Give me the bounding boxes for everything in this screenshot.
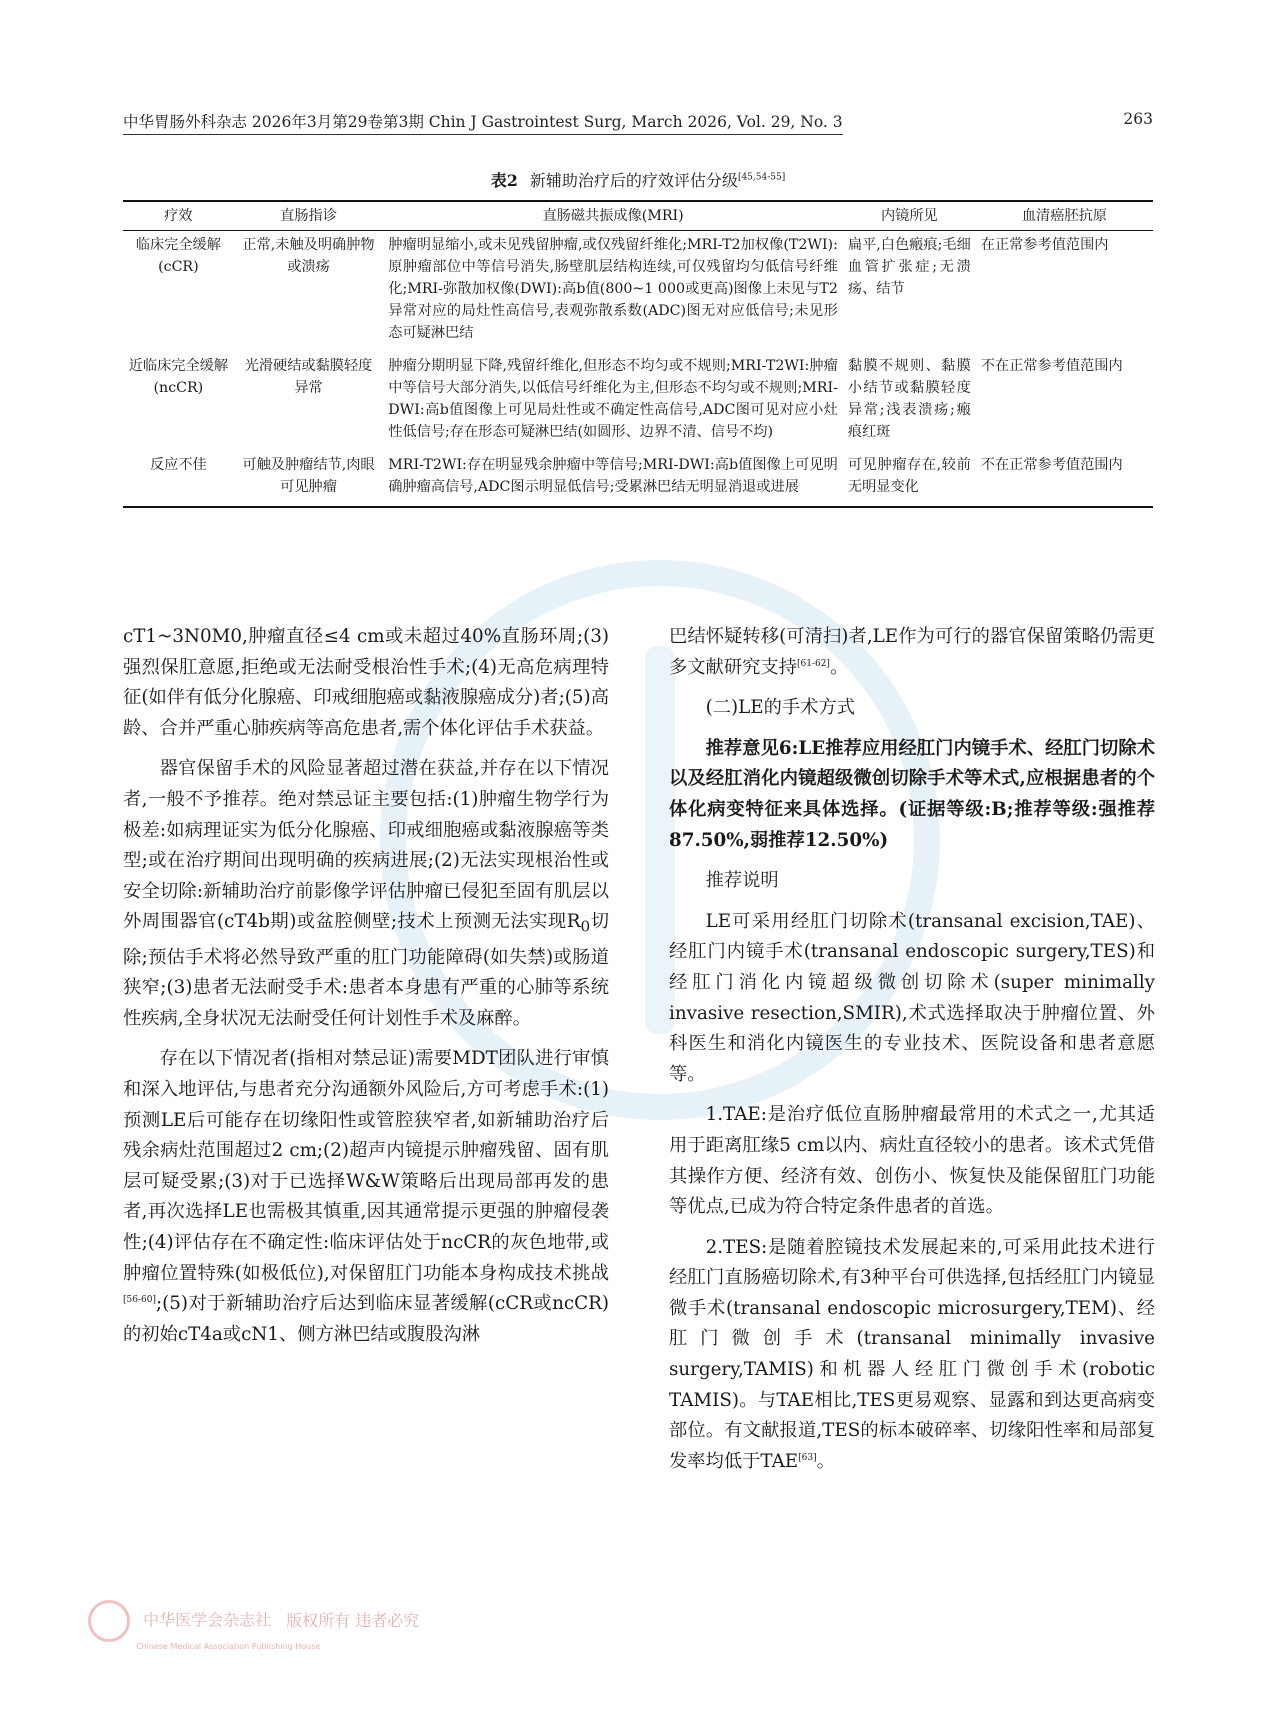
response-grading-table — [123, 200, 1153, 508]
paragraph-text: 。 — [829, 656, 849, 678]
table-row — [123, 451, 1153, 507]
cell-cea: 不在正常参考值范围内 — [976, 451, 1153, 507]
paragraph: cT1~3N0M0,肿瘤直径≤4 cm或未超过40%直肠环周;(3)强烈保肛意愿,拒绝或无法耐受根治性手术;(4)无高危病理特征(如伴有低分化腺癌、印戒细胞癌或黏液腺癌成分)者;(5)高龄、合并严重心肺疾病等高危患者,需个体化评估手术获益。 — [123, 626, 609, 739]
cell-response: 临床完全缓解(cCR) — [135, 237, 221, 275]
cell-cea: 在正常参考值范围内 — [980, 237, 1109, 253]
cell-endoscopy: 可见肿瘤存在,较前无明显变化 — [843, 451, 976, 507]
journal-citation: 中华胃肠外科杂志 2026年3月第29卷第3期 Chin J Gastrointest Surg, March 2026, Vol. 29, No. 3 — [123, 110, 843, 135]
paragraph — [669, 622, 1155, 683]
paragraph-text: 2.TES:是随着腔镜技术发展起来的,可采用此技术进行经肛门直肠癌切除术,有3种平台可供选择,包括经肛门内镜显微手术(transanal endoscopic microsurgery,TEM)、经肛门微创手术(transanal minimally invasive surgery,TAMIS)和机器人经肛门微创手术(robotic TAMIS)。与TAE相比,TES更易观察、显露和到达更高病变部位。有文献报道,TES的标本破碎率、切缘阳性率和局部复发率均低于TAE — [669, 1236, 1155, 1472]
cell-dre: 正常,未触及明确肿物或溃疡 — [242, 237, 375, 275]
paragraph-text: 器官保留手术的风险显著超过潜在获益,并存在以下情况者,一般不予推荐。绝对禁忌证主要包括:(1)肿瘤生物学行为极差:如病理证实为低分化腺癌、印戒细胞癌或黏液腺癌等类型;或在治疗期间出现明确的疾病进展;(2)无法实现根治性或安全切除:新辅助治疗前影像学评估肿瘤已侵犯至固有肌层以外周围器官(cT4b期)或盆腔侧壁;技术上预测无法实现R — [123, 758, 609, 933]
cell-mri: MRI-T2WI:存在明显残余肿瘤中等信号;MRI-DWI:高b值图像上可见明确肿瘤高信号,ADC图示明显低信号;受累淋巴结无明显消退或进展 — [383, 451, 843, 507]
citation: [61-62] — [796, 658, 830, 669]
cell-cea: 不在正常参考值范围内 — [980, 358, 1123, 374]
publisher-seal-icon — [88, 1600, 130, 1642]
table-title: 新辅助治疗后的疗效评估分级 — [529, 171, 738, 190]
cell-dre: 可触及肿瘤结节,肉眼可见肿瘤 — [234, 451, 384, 507]
explanation-heading: 推荐说明 — [705, 870, 779, 892]
header-response: 疗效 — [123, 201, 234, 231]
citation: [56-60] — [123, 1295, 156, 1306]
cell-response: 反应不佳 — [123, 451, 234, 507]
page-number: 263 — [1123, 110, 1153, 128]
paragraph-text: 。 — [816, 1450, 835, 1472]
header-mri: 直肠磁共振成像(MRI) — [383, 201, 843, 231]
paragraph — [123, 754, 609, 1034]
paragraph: 1.TAE:是治疗低位直肠肿瘤最常用的术式之一,尤其适用于距离肛缘5 cm以内、病灶直径较小的患者。该术式凭借其操作方便、经济有效、创伤小、恢复快及能保留肛门功能等优点,已成为符合特定条件患者的首选。 — [669, 1104, 1155, 1218]
header-cea: 血清癌胚抗原 — [976, 201, 1153, 231]
paragraph — [669, 1233, 1155, 1478]
running-header — [123, 110, 1153, 135]
table-caption — [123, 168, 1153, 191]
cell-mri: 肿瘤明显缩小,或未见残留肿瘤,或仅残留纤维化;MRI-T2加权像(T2WI):原肿瘤部位中等信号消失,肠壁肌层结构连续,可仅残留均匀低信号纤维化;MRI-弥散加权像(DWI):高b值(800~1 000或更高)图像上未见与T2异常对应的局灶性高信号,表观弥散系数(ADC)图无对应低信号;未见形态可疑淋巴结 — [388, 237, 838, 341]
cell-dre: 光滑硬结或黏膜轻度异常 — [244, 358, 373, 396]
table-row — [123, 352, 1153, 451]
table-label: 表2 — [490, 171, 518, 190]
header-dre: 直肠指诊 — [234, 201, 384, 231]
subscript: 0 — [580, 918, 591, 936]
cell-mri: 肿瘤分期明显下降,残留纤维化,但形态不均匀或不规则;MRI-T2WI:肿瘤中等信号大部分消失,以低信号纤维化为主,但形态不均匀或不规则;MRI-DWI:高b值图像上可见局灶性或不确定性高信号,ADC图可见对应小灶性低信号;存在形态可疑淋巴结(如圆形、边界不清、信号不均) — [388, 358, 838, 440]
paragraph-text: 切除;预估手术将必然导致严重的肛门功能障碍(如失禁)或肠道狭窄;(3)患者无法耐受手术:患者本身患有严重的心肺等系统性疾病,全身状况无法耐受任何计划性手术及麻醉。 — [123, 911, 610, 1029]
paragraph: LE可采用经肛门切除术(transanal excision,TAE)、经肛门内镜手术(transanal endoscopic surgery,TES)和经肛门消化内镜超级微创切除术(super minimally invasive resection,SMIR),术式选择取决于肿瘤位置、外科医生和消化内镜医生的专业技术、医院设备和患者意愿等。 — [669, 910, 1155, 1085]
paragraph-text: ;(5)对于新辅助治疗后达到临床显著缓解(cCR或ncCR)的初始cT4a或cN1、侧方淋巴结或腹股沟淋 — [123, 1293, 609, 1345]
copyright-notice: 版权所有 违者必究 — [286, 1610, 420, 1630]
section-subheading: (二)LE的手术方式 — [705, 697, 856, 719]
publisher-logo — [88, 1600, 419, 1651]
right-column — [669, 622, 1155, 1477]
citation: [63] — [798, 1452, 817, 1463]
cell-endoscopy: 扁平,白色瘢痕;毛细血管扩张症;无溃疡、结节 — [847, 237, 971, 297]
paragraph — [123, 1044, 609, 1350]
header-endoscopy: 内镜所见 — [843, 201, 976, 231]
table-reference: [45,54-55] — [737, 172, 786, 183]
left-column — [123, 622, 609, 1350]
paragraph-text: 巴结怀疑转移(可清扫)者,LE作为可行的器官保留策略仍需更多文献研究支持 — [669, 626, 1155, 678]
cell-endoscopy: 黏膜不规则、黏膜小结节或黏膜轻度异常;浅表溃疡;瘢痕红斑 — [847, 358, 971, 440]
table-header-row — [123, 201, 1153, 231]
recommendation: 推荐意见6:LE推荐应用经肛门内镜手术、经肛门切除术以及经肛消化内镜超级微创切除手术等术式,应根据患者的个体化病变特征来具体选择。(证据等级:B;推荐等级:强推荐87.50%,弱推荐12.50%) — [669, 737, 1155, 851]
paragraph-text: 存在以下情况者(指相对禁忌证)需要MDT团队进行审慎和深入地评估,与患者充分沟通额外风险后,方可考虑手术:(1)预测LE后可能存在切缘阳性或管腔狭窄者,如新辅助治疗后残余病灶范围超过2 cm;(2)超声内镜提示肿瘤残留、固有肌层可疑受累;(3)对于已选择W&W策略后出现局部再发的患者,再次选择LE也需极其慎重,因其通常提示更强的肿瘤侵袭性;(4)评估存在不确定性:临床评估处于ncCR的灰色地带,或肿瘤位置特殊(如极低位),对保留肛门功能本身构成技术挑战 — [123, 1048, 609, 1284]
table-row — [123, 231, 1153, 353]
publisher-name: 中华医学会杂志社 — [143, 1610, 272, 1630]
publisher-name-en: Chinese Medical Association Publishing House — [136, 1642, 321, 1651]
cell-response: 近临床完全缓解(ncCR) — [128, 358, 229, 396]
